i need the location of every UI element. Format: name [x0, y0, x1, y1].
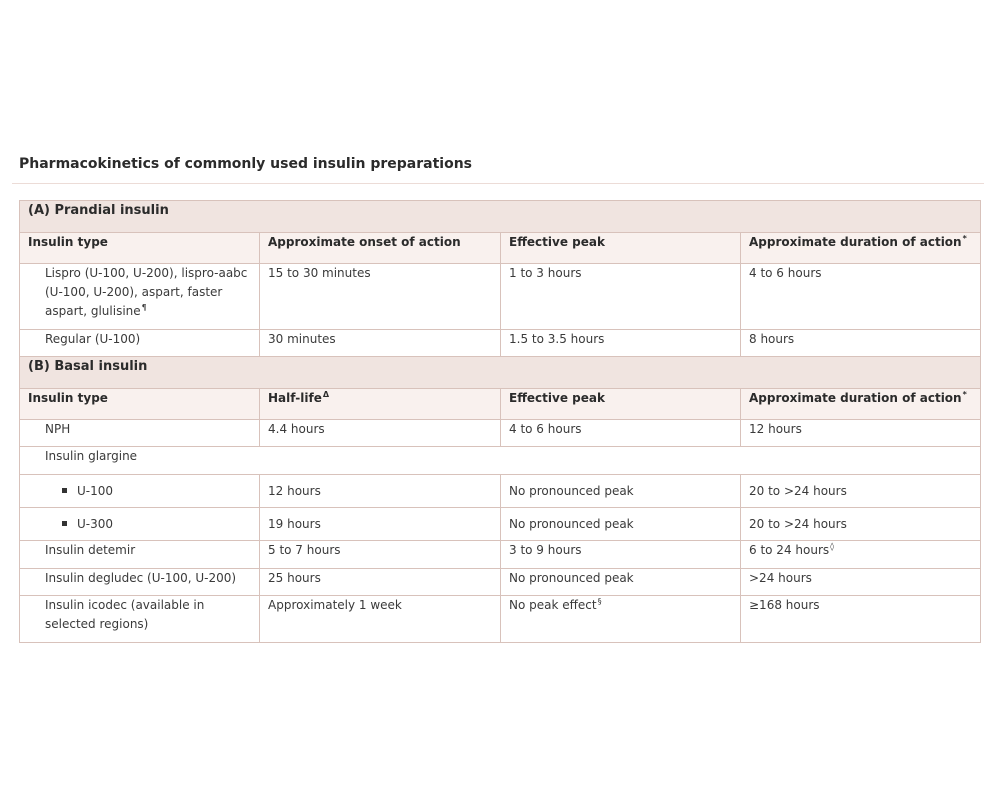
- insulin-type-cell: Regular (U-100): [20, 330, 260, 357]
- duration-cell: 20 to >24 hours: [741, 508, 981, 541]
- table-title: Pharmacokinetics of commonly used insulin preparations: [19, 156, 473, 172]
- title-divider: [12, 183, 984, 184]
- table-row: [20, 541, 981, 569]
- halflife-cell: 12 hours: [260, 475, 501, 508]
- footnote-mark: Δ: [322, 390, 330, 399]
- column-header: Insulin type: [20, 233, 260, 264]
- column-header-row: [20, 233, 981, 264]
- duration-cell: ≥168 hours: [741, 596, 981, 643]
- table-row: [20, 447, 981, 475]
- footnote-mark: *: [962, 390, 967, 399]
- onset-cell: 15 to 30 minutes: [260, 264, 501, 330]
- halflife-cell: 5 to 7 hours: [260, 541, 501, 569]
- insulin-type-cell: U-300: [20, 508, 260, 541]
- duration-cell: 8 hours: [741, 330, 981, 357]
- footnote-mark: *: [962, 234, 967, 243]
- halflife-cell: 25 hours: [260, 569, 501, 596]
- peak-cell: 1 to 3 hours: [501, 264, 741, 330]
- bullet-icon: [62, 521, 67, 526]
- column-header-row: [20, 389, 981, 420]
- halflife-cell: 4.4 hours: [260, 420, 501, 447]
- duration-cell: 4 to 6 hours: [741, 264, 981, 330]
- column-header: Insulin type: [20, 389, 260, 420]
- table-row: [20, 264, 981, 330]
- column-header: Approximate onset of action: [260, 233, 501, 264]
- halflife-cell: 19 hours: [260, 508, 501, 541]
- bullet-icon: [62, 488, 67, 493]
- insulin-type-cell: Insulin icodec (available in selected regions): [20, 596, 260, 643]
- peak-cell: No peak effect§: [501, 596, 741, 643]
- table-row: [20, 569, 981, 596]
- section-label: (A) Prandial insulin: [20, 201, 981, 233]
- column-header: Approximate duration of action*: [741, 389, 981, 420]
- column-header: Effective peak: [501, 233, 741, 264]
- onset-cell: 30 minutes: [260, 330, 501, 357]
- section-header-prandial: [20, 201, 981, 233]
- insulin-type-cell: U-100: [20, 475, 260, 508]
- insulin-type-cell: Lispro (U-100, U-200), lispro-aabc (U-100, U-200), aspart, faster aspart, glulisine¶: [20, 264, 260, 330]
- halflife-cell: Approximately 1 week: [260, 596, 501, 643]
- peak-cell: No pronounced peak: [501, 569, 741, 596]
- duration-cell: 12 hours: [741, 420, 981, 447]
- insulin-type-cell: Insulin glargine: [20, 447, 981, 475]
- column-header: Half-life$^\Delta$: [260, 389, 501, 420]
- peak-cell: 1.5 to 3.5 hours: [501, 330, 741, 357]
- peak-cell: No pronounced peak: [501, 475, 741, 508]
- column-header: Approximate duration of action*: [741, 233, 981, 264]
- peak-cell: No pronounced peak: [501, 508, 741, 541]
- table-row: [20, 475, 981, 508]
- duration-cell: 6 to 24 hours◊: [741, 541, 981, 569]
- peak-cell: 4 to 6 hours: [501, 420, 741, 447]
- column-header: Effective peak: [501, 389, 741, 420]
- insulin-type-cell: Insulin detemir: [20, 541, 260, 569]
- table-row: [20, 596, 981, 643]
- section-header-basal: [20, 357, 981, 389]
- footnote-mark: ◊: [830, 542, 835, 551]
- section-label: (B) Basal insulin: [20, 357, 981, 389]
- footnote-mark: ¶: [141, 303, 147, 312]
- table-row: [20, 420, 981, 447]
- table-row: [20, 330, 981, 357]
- pharmacokinetics-table: [19, 200, 981, 643]
- duration-cell: 20 to >24 hours: [741, 475, 981, 508]
- duration-cell: >24 hours: [741, 569, 981, 596]
- table-row: [20, 508, 981, 541]
- insulin-type-cell: Insulin degludec (U-100, U-200): [20, 569, 260, 596]
- insulin-type-cell: NPH: [20, 420, 260, 447]
- peak-cell: 3 to 9 hours: [501, 541, 741, 569]
- footnote-mark: §: [597, 597, 602, 606]
